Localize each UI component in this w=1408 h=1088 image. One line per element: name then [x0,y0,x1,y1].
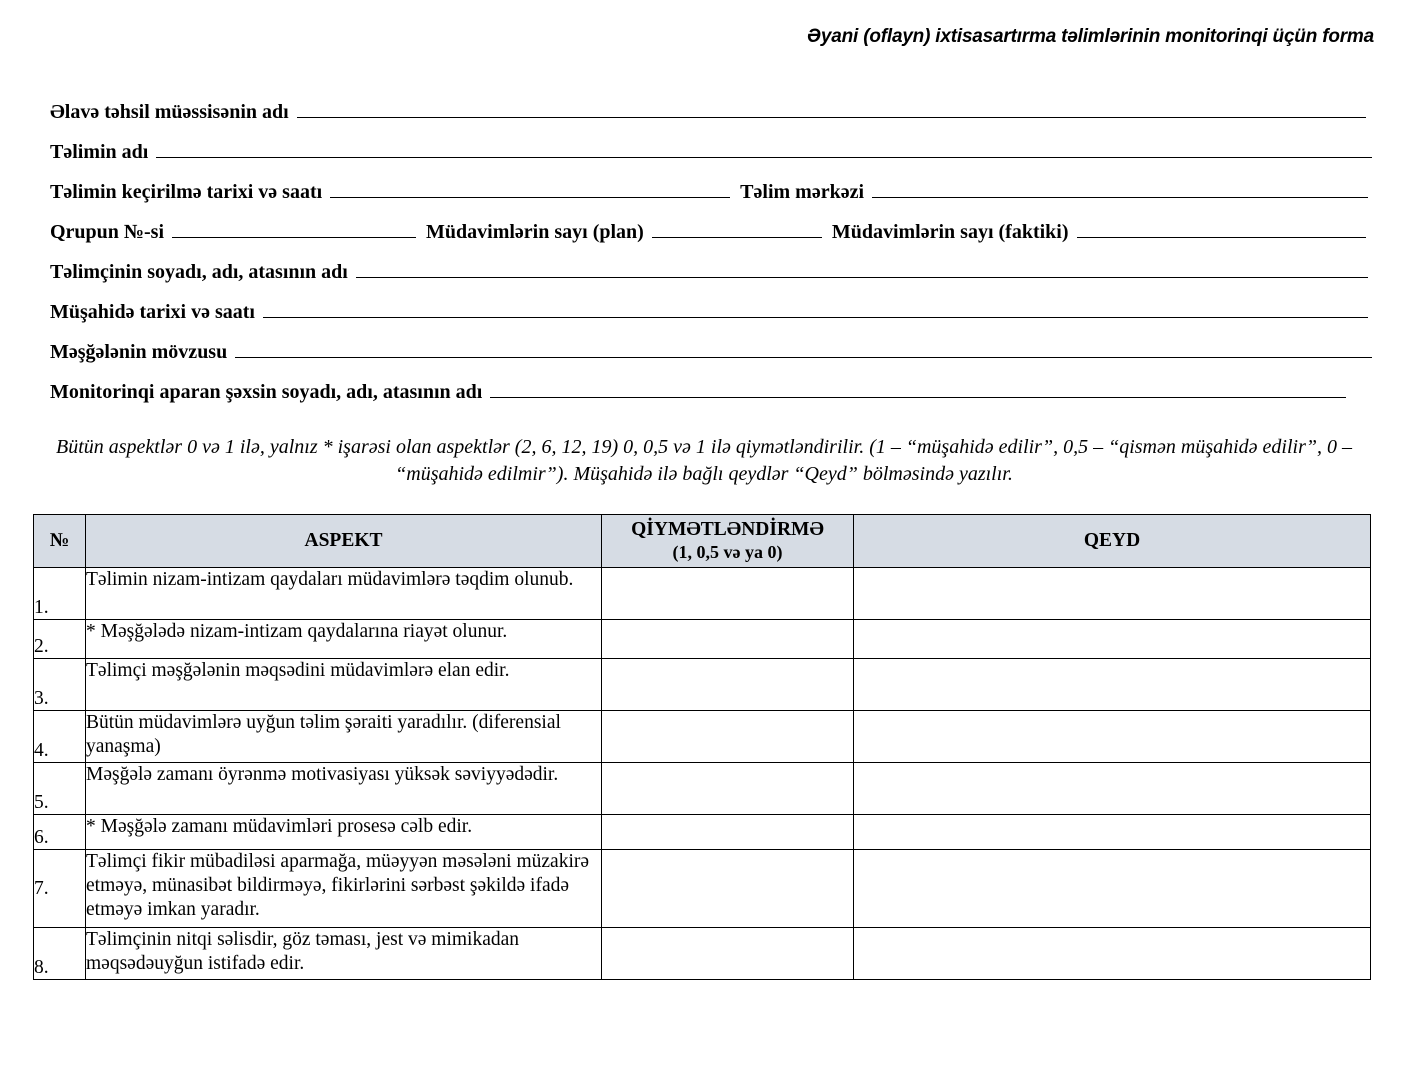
institution-input-line[interactable] [297,117,1366,118]
group-no-input-line[interactable] [172,237,416,238]
table-header-row [34,515,1371,568]
row-aspect: * Məşğələdə nizam-intizam qaydalarına riayət olunur. [86,620,602,659]
monitor-input-line[interactable] [490,397,1346,398]
note-cell[interactable] [854,711,1371,763]
row-aspect: Təlimin nizam-intizam qaydaları müdavimlərə təqdim olunub. [86,568,602,620]
field-label-training-center: Təlim mərkəzi [740,181,865,203]
row-aspect: Təlimçi məşğələnin məqsədini müdavimlərə elan edir. [86,659,602,711]
row-aspect: Məşğələ zamanı öyrənmə motivasiyası yüksək səviyyədədir. [86,763,602,815]
score-cell[interactable] [602,568,854,620]
score-cell[interactable] [602,850,854,928]
note-cell[interactable] [854,763,1371,815]
note-cell[interactable] [854,850,1371,928]
score-cell[interactable] [602,815,854,850]
table-row [34,659,1371,711]
header-note: QEYD [854,515,1371,568]
attendees-actual-input-line[interactable] [1077,237,1367,238]
row-aspect: Bütün müdavimlərə uyğun təlim şəraiti yaradılır. (diferensial yanaşma) [86,711,602,763]
row-num: 5. [34,763,86,815]
table-row [34,763,1371,815]
field-label-training-date: Təlimin keçirilmə tarixi və saatı [50,181,323,203]
table-row [34,568,1371,620]
field-label-attendees-plan: Müdavimlərin sayı (plan) [426,221,644,243]
row-num: 6. [34,815,86,850]
training-date-input-line[interactable] [330,197,730,198]
field-training-date [50,164,1372,204]
observation-date-input-line[interactable] [263,317,1368,318]
table-row [34,815,1371,850]
header-num: № [34,515,86,568]
row-aspect: Təlimçi fikir mübadiləsi aparmağa, müəyyən məsələni müzakirə etməyə, münasibət bildirməyə, fikirlərini sərbəst şəkildə ifadə etməyə imkan yaradır. [86,850,602,928]
header-aspect: ASPEKT [86,515,602,568]
field-institution [50,84,1372,124]
row-num: 2. [34,620,86,659]
field-observation-date [50,284,1372,324]
score-cell[interactable] [602,763,854,815]
field-label-training-name: Təlimin adı [50,141,149,163]
training-center-input-line[interactable] [872,197,1368,198]
field-label-group-no: Qrupun №-si [50,221,165,243]
field-topic [50,324,1372,364]
form-fields [50,84,1372,404]
header-score-label: QİYMƏTLƏNDİRMƏ [631,519,824,540]
note-cell[interactable] [854,659,1371,711]
attendees-plan-input-line[interactable] [652,237,822,238]
score-cell[interactable] [602,711,854,763]
aspects-table [33,514,1371,980]
note-cell[interactable] [854,568,1371,620]
field-group [50,204,1372,244]
row-aspect: * Məşğələ zamanı müdavimləri prosesə cəlb edir. [86,815,602,850]
field-monitor [50,364,1372,404]
row-num: 1. [34,568,86,620]
row-num: 4. [34,711,86,763]
table-row [34,620,1371,659]
row-aspect: Təlimçinin nitqi səlisdir, göz təması, jest və mimikadan məqsədəuyğun istifadə edir. [86,928,602,980]
header-score [602,515,854,568]
note-cell[interactable] [854,620,1371,659]
field-label-institution: Əlavə təhsil müəssisənin adı [50,101,289,123]
training-name-input-line[interactable] [156,157,1372,158]
instructions-text: Bütün aspektlər 0 və 1 ilə, yalnız * işarəsi olan aspektlər (2, 6, 12, 19) 0, 0,5 və 1 ilə qiymətləndirilir. (1 – “müşahidə edilir”, 0,5 – “qismən müşahidə edilir”, 0 – “müşahidə edilmir”). Müşahidə ilə bağlı qeydlər “Qeyd” bölməsində yazılır. [56,436,1352,485]
score-cell[interactable] [602,659,854,711]
form-title: Əyani (oflayn) ixtisasartırma təlimlərinin monitorinqi üçün forma [806,26,1374,47]
trainer-input-line[interactable] [356,277,1368,278]
note-cell[interactable] [854,928,1371,980]
score-cell[interactable] [602,928,854,980]
field-training-name [50,124,1372,164]
row-num: 8. [34,928,86,980]
field-label-topic: Məşğələnin mövzusu [50,341,228,363]
field-label-monitor: Monitorinqi aparan şəxsin soyadı, adı, atasının adı [50,381,483,403]
table-row [34,928,1371,980]
table-row [34,711,1371,763]
field-label-trainer: Təlimçinin soyadı, adı, atasının adı [50,261,348,283]
field-trainer [50,244,1372,284]
header-score-sub: (1, 0,5 və ya 0) [672,542,783,562]
note-cell[interactable] [854,815,1371,850]
table-row [34,850,1371,928]
topic-input-line[interactable] [235,357,1372,358]
field-label-observation-date: Müşahidə tarixi və saatı [50,301,255,323]
row-num: 7. [34,850,86,928]
row-num: 3. [34,659,86,711]
score-cell[interactable] [602,620,854,659]
field-label-attendees-actual: Müdavimlərin sayı (faktiki) [831,221,1069,243]
